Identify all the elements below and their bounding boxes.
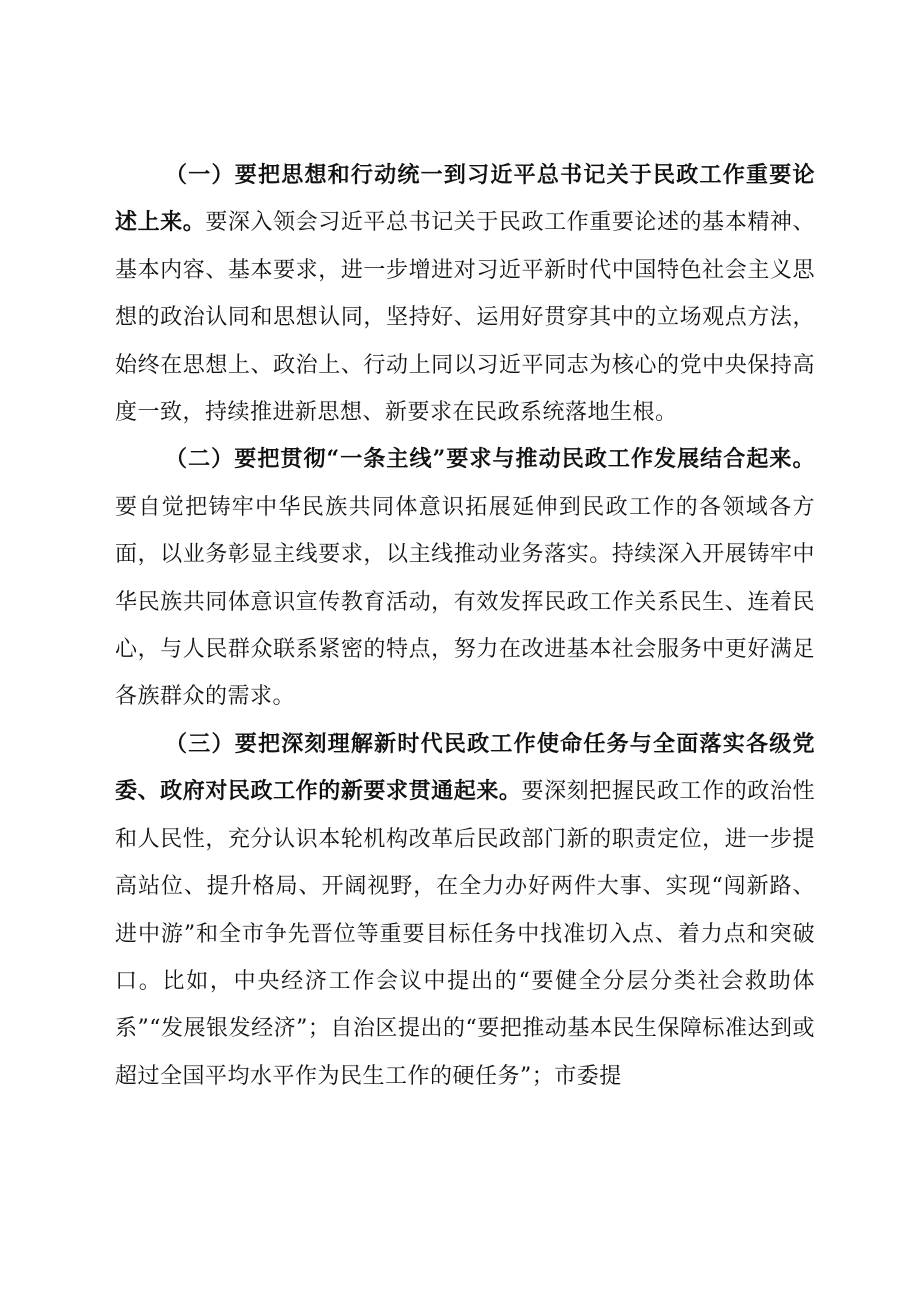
paragraph-1 <box>115 152 815 436</box>
paragraph-3-heading: （三）要把深刻理解新时代民政工作使命任务与全面落实各级党委、政府对民政工作的新要求贯通起来。 <box>115 730 815 805</box>
paragraph-3 <box>115 721 815 1100</box>
paragraph-1-heading: （一）要把思想和行动统一到习近平总书记关于民政工作重要论述上来。 <box>115 162 815 236</box>
paragraph-2-body: 要自觉把铸牢中华民族共同体意识拓展延伸到民政工作的各领域各方面，以业务彰显主线要求，以主线推动业务落实。持续深入开展铸牢中华民族共同体意识宣传教育活动，有效发挥民政工作关系民生、连着民心，与人民群众联系紧密的特点，努力在改进基本社会服务中更好满足各族群众的需求。 <box>115 494 815 710</box>
paragraph-3-body: 要深刻把握民政工作的政治性和人民性，充分认识本轮机构改革后民政部门新的职责定位，进一步提高站位、提升格局、开阔视野，在全力办好两件大事、实现“闯新路、进中游”和全市争先晋位等重要目标任务中找准切入点、着力点和突破口。比如，中央经济工作会议中提出的“要健全分层分类社会救助体系”“发展银发经济”；自治区提出的“要把推动基本民生保障标准达到或超过全国平均水平作为民生工作的硬任务”；市委提 <box>115 779 815 1089</box>
paragraph-2 <box>115 436 815 720</box>
document-body <box>115 152 815 1100</box>
paragraph-2-heading: （二）要把贯彻“一条主线”要求与推动民政工作发展结合起来。 <box>165 446 815 473</box>
paragraph-1-body: 要深入领会习近平总书记关于民政工作重要论述的基本精神、基本内容、基本要求，进一步增进对习近平新时代中国特色社会主义思想的政治认同和思想认同，坚持好、运用好贯穿其中的立场观点方法，始终在思想上、政治上、行动上同以习近平同志为核心的党中央保持高度一致，持续推进新思想、新要求在民政系统落地生根。 <box>115 210 815 426</box>
